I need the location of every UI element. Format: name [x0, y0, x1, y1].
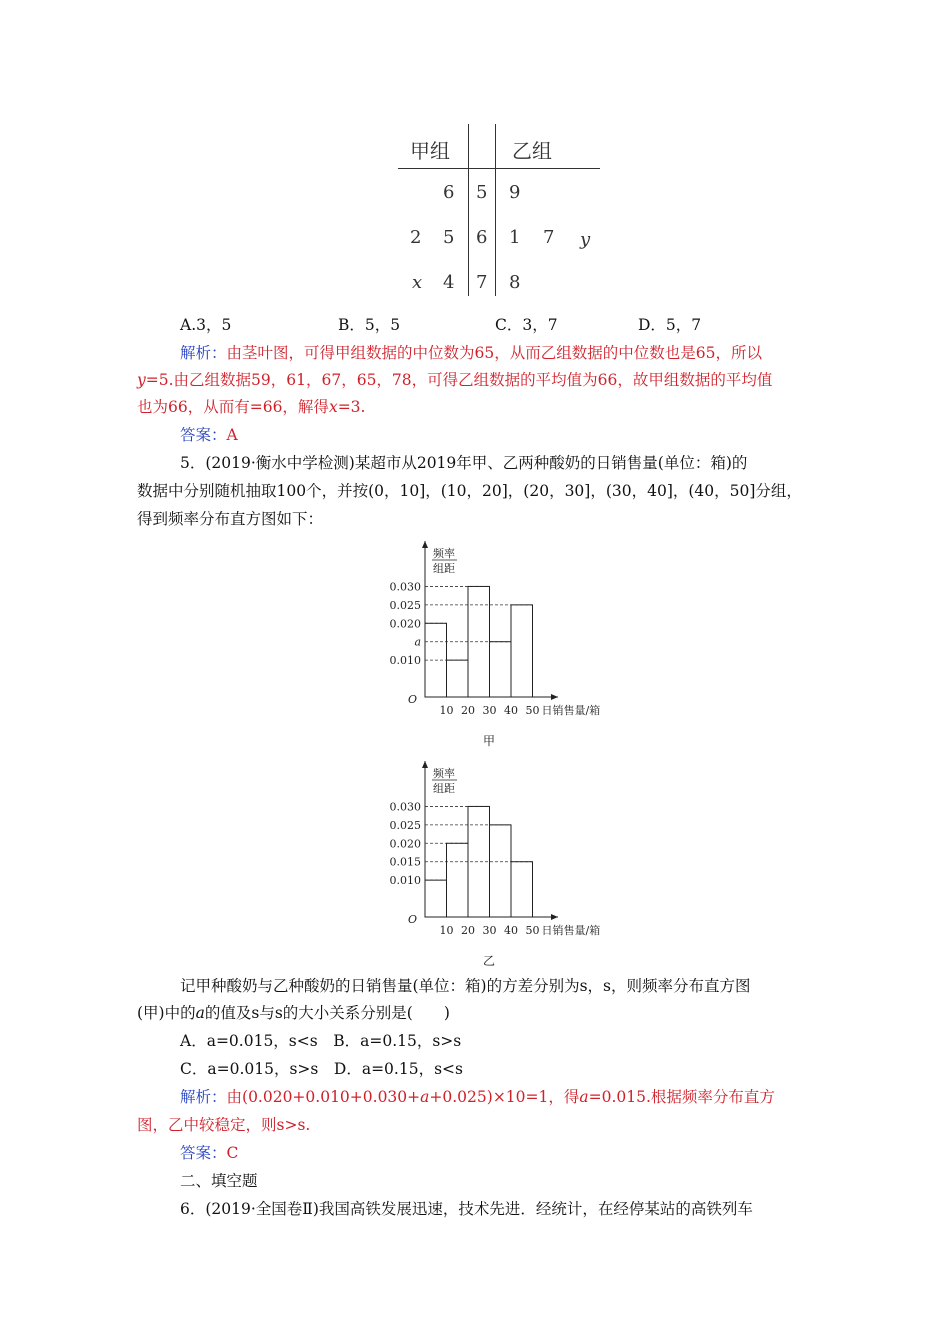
q5-stem-line-2: 数据中分别随机抽取100个，并按(0，10]，(10，20]，(20，30]，(30，40]，(40，50]分组， — [137, 482, 802, 500]
stem-leaf-left-leaf: 4 — [443, 272, 455, 293]
x-tick-label: 50 — [525, 924, 540, 937]
stem-leaf-right-leaf: y — [580, 229, 591, 250]
analysis-label: 解析： — [180, 1088, 227, 1106]
x-tick-label: 50 — [525, 704, 540, 717]
answer-value: A — [226, 426, 238, 444]
stem-leaf-stem: 7 — [476, 272, 488, 293]
stem-leaf-left-divider — [468, 124, 469, 296]
y-axis-label-bottom: 组距 — [433, 562, 455, 575]
q5-after-line-1: 记甲种酸奶与乙种酸奶的日销售量(单位：箱)的方差分别为s，s，则频率分布直方图 — [180, 977, 751, 995]
stem-leaf-right-leaf: 1 — [509, 227, 521, 248]
answer-value: C — [226, 1144, 239, 1162]
analysis-label: 解析： — [180, 344, 227, 362]
q4-analysis-line-3: 也为66，从而有=66，解得x=3. — [137, 398, 366, 416]
answer-label: 答案： — [180, 1144, 227, 1162]
x-axis-arrow — [551, 694, 558, 700]
q4-option-a: A.3，5 — [180, 316, 232, 334]
q5-analysis-line-1: 解析：由(0.020+0.010+0.030+a+0.025)×10=1，得a=0.015.根据频率分布直方 — [180, 1088, 775, 1106]
chart-title: 甲 — [482, 734, 496, 748]
x-tick-label: 40 — [504, 704, 518, 717]
q5-stem-line-3: 得到频率分布直方图如下： — [137, 510, 324, 528]
q4-option-b: B．5，5 — [338, 316, 401, 334]
y-tick-label: 0.025 — [389, 598, 421, 612]
stem-leaf-right-leaf: 9 — [509, 182, 521, 203]
stem-leaf-header-rule — [398, 168, 600, 169]
stem-leaf-stem: 5 — [476, 182, 488, 203]
x-tick-label: 20 — [461, 924, 475, 937]
x-tick-label: 30 — [482, 924, 497, 937]
q4-option-d: D．5，7 — [638, 316, 702, 334]
x-tick-label: 30 — [482, 704, 497, 717]
y-tick-label: 0.015 — [389, 855, 421, 869]
y-axis-arrow — [422, 761, 428, 768]
y-tick-label: 0.020 — [389, 837, 421, 851]
answer-label: 答案： — [180, 426, 227, 444]
y-tick-label: 0.030 — [389, 800, 421, 814]
x-tick-label: 10 — [439, 924, 454, 937]
histogram-bar — [425, 880, 447, 917]
y-tick-label: a — [414, 635, 421, 649]
stem-leaf-right-divider — [495, 124, 496, 296]
histogram-bar — [490, 642, 512, 697]
q5-options-row-1: A．a=0.015，s<s B．a=0.15，s>s — [180, 1032, 462, 1050]
histogram-bar — [511, 862, 533, 917]
stem-leaf-right-leaf: 8 — [509, 272, 521, 293]
q5-answer — [180, 1143, 238, 1163]
q4-option-c: C．3，7 — [495, 316, 558, 334]
x-axis-arrow — [551, 914, 558, 920]
y-tick-label: 0.010 — [389, 654, 421, 668]
origin-label: O — [407, 693, 417, 706]
histogram-bar — [447, 660, 469, 697]
q4-answer — [180, 425, 238, 445]
histogram-jia — [380, 535, 630, 750]
q6-stem-line-1: 6．(2019·全国卷Ⅱ)我国高铁发展迅速，技术先进．经统计，在经停某站的高铁列车 — [180, 1200, 753, 1218]
y-axis-label-top: 频率 — [433, 547, 455, 560]
stem-leaf-left-leaf: 6 — [443, 182, 455, 203]
histogram-yi — [380, 755, 630, 970]
y-axis-label-bottom: 组距 — [433, 782, 455, 795]
chart-title: 乙 — [482, 954, 496, 968]
histogram-bar — [490, 825, 512, 917]
stem-leaf-left-leaf: x — [412, 272, 423, 293]
x-axis-label: 日销售量/箱 — [541, 704, 601, 717]
histogram-bar — [511, 605, 533, 697]
x-tick-label: 20 — [461, 704, 475, 717]
q5-options-row-2: C．a=0.015，s>s D．a=0.15，s<s — [180, 1060, 463, 1078]
section-title: 二、填空题 — [180, 1172, 258, 1190]
q5-analysis-line-2: 图，乙中较稳定，则s>s. — [137, 1116, 311, 1134]
q5-stem-line-1: 5．(2019·衡水中学检测)某超市从2019年甲、乙两种酸奶的日销售量(单位：箱)的 — [180, 454, 748, 472]
stem-leaf-right-leaf: 7 — [543, 227, 555, 248]
origin-label: O — [407, 913, 417, 926]
stem-leaf-left-leaf: 5 — [443, 227, 455, 248]
q4-analysis-line-1: 解析：由茎叶图，可得甲组数据的中位数为65，从而乙组数据的中位数也是65，所以 — [180, 344, 762, 362]
q4-analysis-line-2: y=5.由乙组数据59，61，67，65，78，可得乙组数据的平均值为66，故甲组数据的平均值 — [137, 371, 773, 389]
stem-leaf-left-header: 甲组 — [410, 139, 450, 163]
x-tick-label: 10 — [439, 704, 454, 717]
y-tick-label: 0.010 — [389, 874, 421, 888]
y-tick-label: 0.020 — [389, 617, 421, 631]
histogram-bar — [447, 843, 469, 917]
x-axis-label: 日销售量/箱 — [541, 924, 601, 937]
stem-leaf-left-leaf: 2 — [410, 227, 422, 248]
q5-after-line-2: (甲)中的a的值及s与s的大小关系分别是( ) — [137, 1004, 450, 1022]
y-tick-label: 0.030 — [389, 580, 421, 594]
stem-leaf-stem: 6 — [476, 227, 488, 248]
y-axis-arrow — [422, 541, 428, 548]
x-tick-label: 40 — [504, 924, 518, 937]
y-tick-label: 0.025 — [389, 818, 421, 832]
y-axis-label-top: 频率 — [433, 767, 455, 780]
stem-leaf-right-header: 乙组 — [512, 139, 552, 163]
